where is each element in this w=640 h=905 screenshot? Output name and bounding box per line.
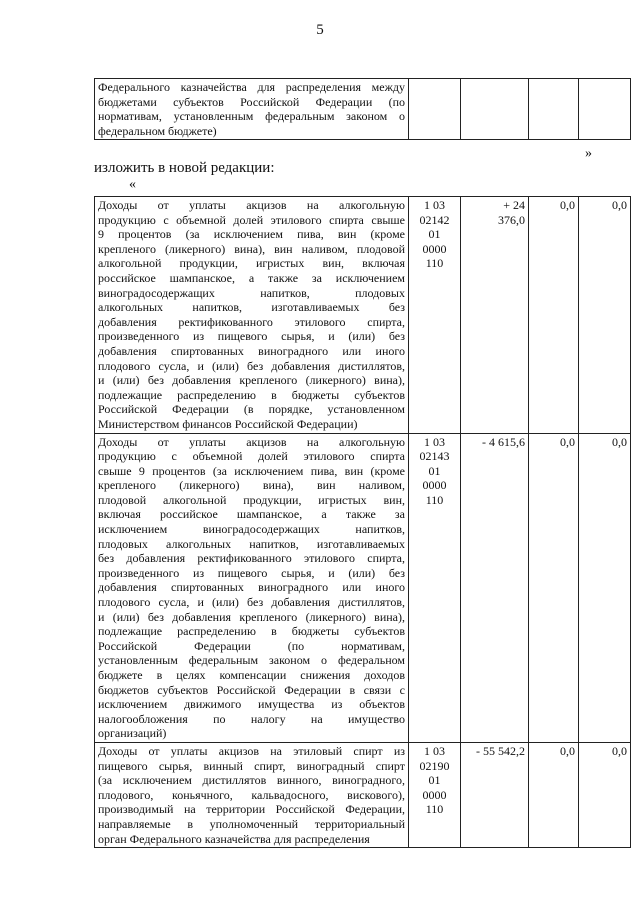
text-line: произведенного из пищевого сырья, и (или) без: [98, 565, 405, 580]
row-description: [95, 742, 409, 847]
text-line: Российской Федерации (по нормативам,: [98, 638, 405, 653]
text-line: 0000: [422, 787, 447, 802]
row-pct-1: 0,0: [529, 742, 579, 847]
text-line: + 24: [503, 198, 525, 212]
text-line: установленным федеральным законом о федеральном: [98, 653, 405, 668]
text-line: плодового сусла, и (или) без добавления дистиллятов,: [98, 358, 405, 373]
text-line: Доходы от уплаты акцизов на алкогольную: [98, 434, 405, 449]
text-line: нормативам, установленным федеральным законом о: [98, 109, 405, 124]
row-code: [409, 197, 461, 434]
text-line: продукцию с объемной долей этилового спирта: [98, 449, 405, 464]
revenue-table: [94, 196, 631, 848]
text-line: - 55 542,2: [476, 743, 525, 758]
text-line: и (или) без добавления крепленого (ликерного) вина),: [98, 609, 405, 624]
top-fragment-description: [95, 79, 409, 140]
row-code: [409, 742, 461, 847]
row-value: [461, 433, 529, 742]
text-line: плодовой алкогольной продукции, игристых вин,: [98, 492, 405, 507]
text-line: плодовых алкогольных напитков, изготавливаемых: [98, 536, 405, 551]
text-line: Доходы от уплаты акцизов на алкогольную: [98, 198, 405, 212]
row-description: [95, 197, 409, 434]
text-line: (за исключением дистиллятов винного, виноградного,: [98, 773, 405, 788]
row-pct-1: 0,0: [529, 197, 579, 434]
text-line: подлежащие распределению в бюджеты субъектов: [98, 624, 405, 639]
text-line: 01: [428, 227, 441, 242]
table-row: [95, 742, 631, 847]
text-line: виноградосодержащих напитков, плодовых: [98, 285, 405, 300]
closing-quote: »: [585, 146, 592, 161]
text-line: производимый на территории Российской Федерации,: [98, 802, 405, 817]
text-line: плодового сусла, и (или) без добавления дистиллятов,: [98, 595, 405, 610]
text-line: 1 03: [424, 743, 445, 758]
text-line: произведенного из пищевого сырья, и (или) без: [98, 329, 405, 344]
text-line: продукцию с объемной долей этилового спирта свыше: [98, 212, 405, 227]
text-line: 02143: [419, 449, 450, 464]
text-line: пищевого сырья, винный спирт, виноградный спирт: [98, 758, 405, 773]
text-line: российское шампанское, а также за исключением: [98, 270, 405, 285]
text-line: плодового, коньячного, кальвадосного, вискового),: [98, 787, 405, 802]
text-line: включая российское шампанское, а также за: [98, 507, 405, 522]
text-line: бюджетами субъектов Российской Федерации (по: [98, 94, 405, 109]
intro-text: изложить в новой редакции:: [94, 160, 275, 176]
text-line: 02142: [419, 212, 450, 227]
top-fragment-table: [94, 78, 631, 140]
text-line: 110: [425, 492, 444, 507]
text-line: налогообложения по налогу на имущество: [98, 711, 405, 726]
text-line: алкогольных напитков, изготавливаемых без: [98, 300, 405, 315]
row-code: [409, 433, 461, 742]
top-fragment-value-cell: [461, 79, 529, 140]
text-line: Доходы от уплаты акцизов на этиловый спирт из: [98, 743, 405, 758]
text-line: исключением виноградосодержащих напитков,: [98, 522, 405, 537]
table-row: [95, 79, 631, 140]
text-line: свыше 9 процентов (за исключением пива, вин (кроме: [98, 463, 405, 478]
text-line: 01: [428, 463, 441, 478]
text-line: Российской Федерации (в порядке, установленном: [98, 402, 405, 417]
text-line: и (или) без добавления крепленого (ликерного) вина),: [98, 373, 405, 388]
row-value: [461, 197, 529, 434]
text-line: бюджете в целях компенсации снижения доходов: [98, 668, 405, 682]
text-line: 0000: [422, 478, 447, 493]
text-line: федеральном бюджете): [98, 123, 217, 138]
table-row: [95, 433, 631, 742]
text-line: 110: [425, 802, 444, 817]
text-line: исключением движимого имущества из объектов: [98, 697, 405, 712]
top-fragment-pct1-cell: [529, 79, 579, 140]
text-line: добавления спиртованных виноградного или иного: [98, 580, 405, 595]
table-row: [95, 197, 631, 434]
text-line: организаций): [98, 726, 167, 741]
text-line: алкогольной продукции, игристых вин, включая: [98, 256, 405, 271]
text-line: Федерального казначейства для распределения между: [98, 80, 405, 94]
text-line: 01: [428, 773, 441, 788]
top-fragment-code-cell: [409, 79, 461, 140]
text-line: крепленого (ликерного) вина), вин наливом, плодовой: [98, 241, 405, 256]
row-pct-1: 0,0: [529, 433, 579, 742]
text-line: 02190: [419, 758, 450, 773]
text-line: 0000: [422, 241, 447, 256]
text-line: орган Федерального казначейства для распределения: [98, 831, 370, 846]
text-line: 1 03: [424, 198, 445, 212]
opening-quote: «: [129, 177, 136, 192]
text-line: бюджетов субъектов Российской Федерации в связи с: [98, 682, 405, 697]
row-value: [461, 742, 529, 847]
row-pct-2: 0,0: [579, 197, 631, 434]
text-line: 376,0: [498, 212, 525, 227]
text-line: добавления ректификованного этилового спирта,: [98, 314, 405, 329]
text-line: 9 процентов (за исключением пива, вин (кроме: [98, 227, 405, 242]
text-line: подлежащие распределению в бюджеты субъектов: [98, 387, 405, 402]
text-line: - 4 615,6: [482, 434, 525, 449]
text-line: направляемые в уполномоченный территориальный: [98, 816, 405, 831]
text-line: 1 03: [424, 434, 445, 449]
row-pct-2: 0,0: [579, 742, 631, 847]
top-fragment-pct2-cell: [579, 79, 631, 140]
text-line: Министерством финансов Российской Федерации): [98, 416, 358, 431]
page-number: 5: [316, 22, 324, 38]
text-line: добавления спиртованных виноградного или иного: [98, 343, 405, 358]
row-pct-2: 0,0: [579, 433, 631, 742]
text-line: без добавления ректификованного этилового спирта,: [98, 551, 405, 566]
text-line: крепленого (ликерного) вина), вин наливом,: [98, 478, 405, 493]
row-description: [95, 433, 409, 742]
text-line: 110: [425, 256, 444, 271]
